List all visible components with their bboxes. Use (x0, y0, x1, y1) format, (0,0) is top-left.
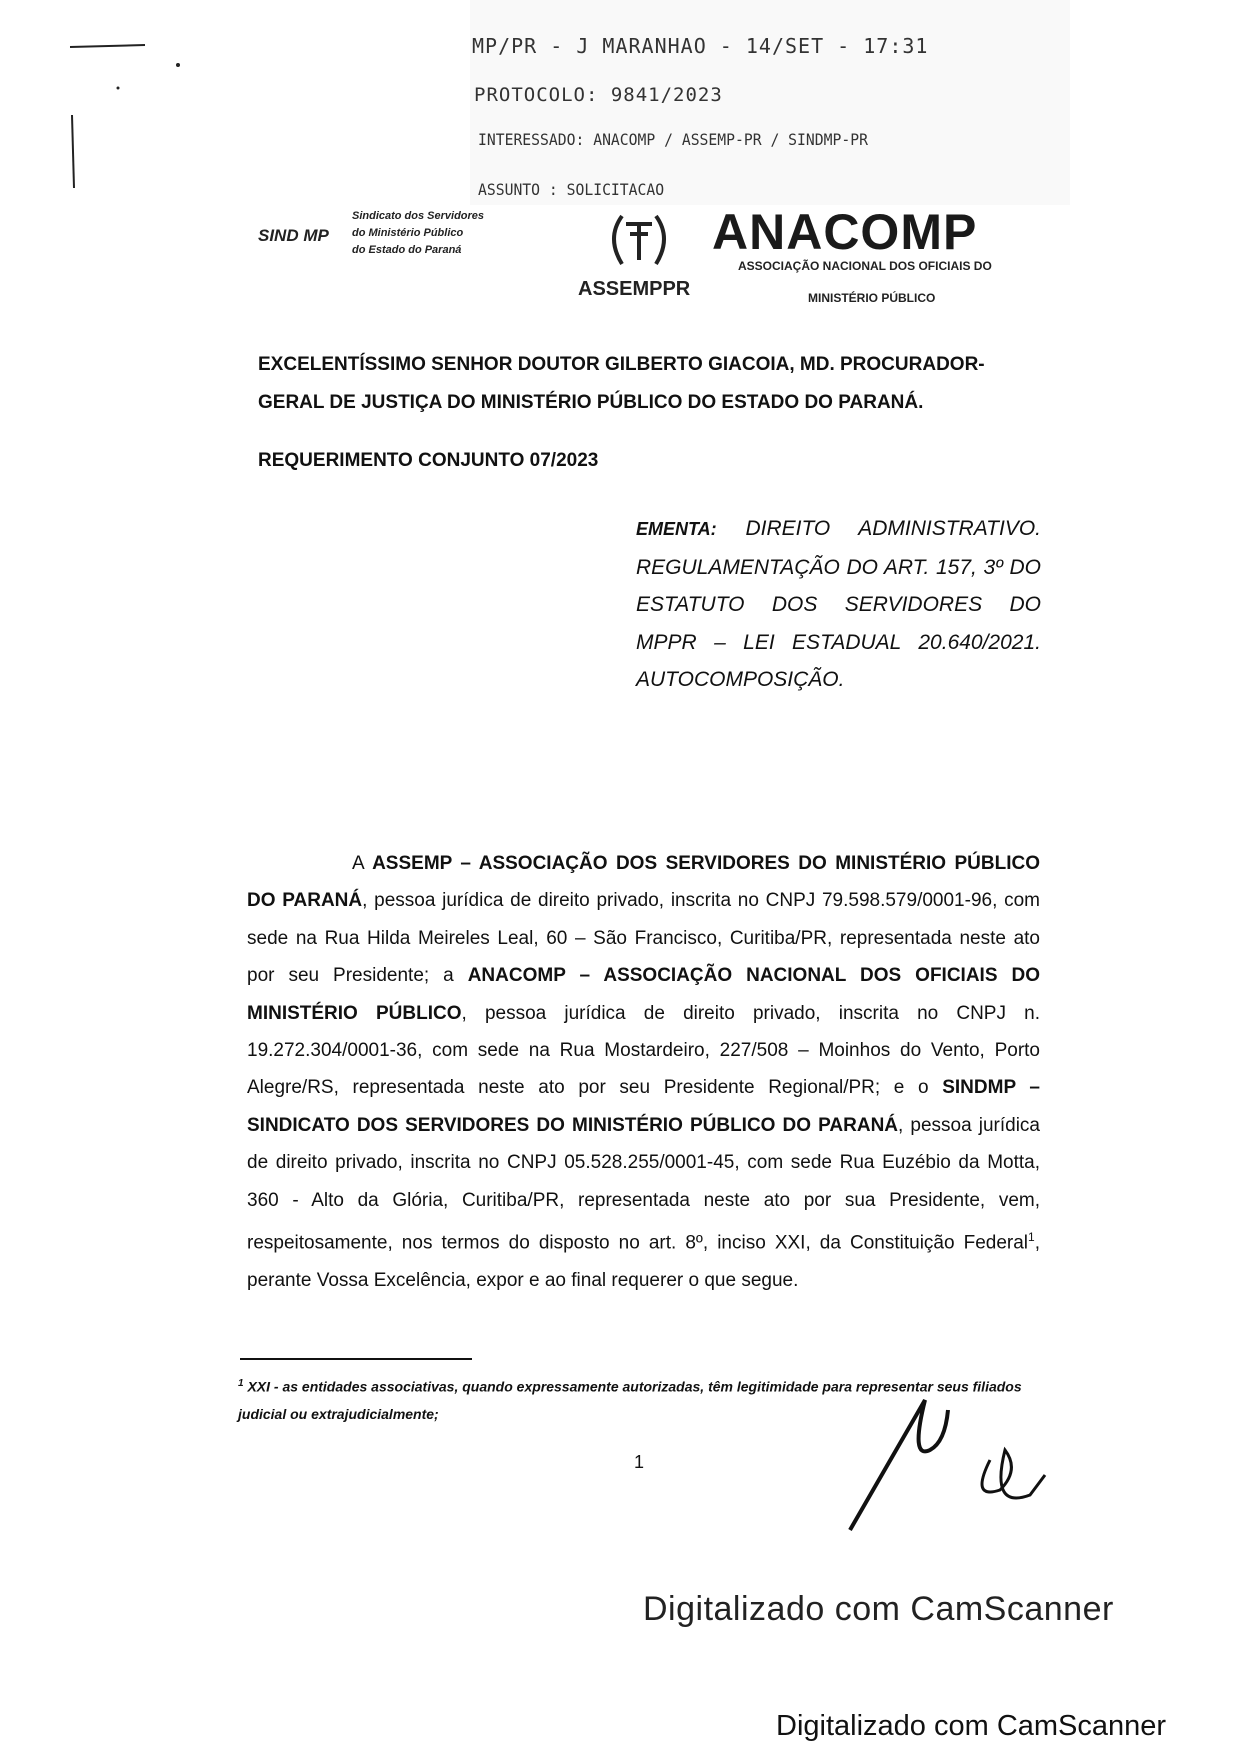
body-part-9: , perante Vossa Excelência, expor e ao final requerer o que segue. (247, 1232, 1040, 1291)
assemp-logo-name: ASSEMPPR (578, 278, 691, 300)
body-part-7: , pessoa jurídica de direito privado, inscrita no CNPJ 05.528.255/0001-45, com sede Rua Euzébio da Motta, 360 - Alto da Glória, Curitiba/PR, representada neste ato por sua Presidente, vem, respeitosamente, nos termos do disposto no art. 8º, inciso XXI, da Constituição Federal (247, 1114, 1040, 1254)
page-number: 1 (634, 1452, 645, 1472)
body-part-5: , pessoa jurídica de direito privado, inscrita no CNPJ n. 19.272.304/0001-36, com sede na Rua Mostardeiro, 227/508 – Moinhos do Vento, Porto Alegre/RS, representada neste ato por seu Presidente Regional/PR; e o (247, 1002, 1040, 1099)
addressee-line-1: EXCELENTÍSSIMO SENHOR DOUTOR GILBERTO GIACOIA, MD. PROCURADOR- (258, 354, 985, 375)
body-paragraph (247, 845, 1040, 1299)
stamp-line-protocol: PROTOCOLO: 9841/2023 (474, 84, 723, 106)
ementa-label: EMENTA: (636, 519, 717, 539)
anacomp-subtitle-1: ASSOCIAÇÃO NACIONAL DOS OFICIAIS DO (738, 259, 992, 273)
scan-marks (0, 0, 200, 200)
assemp-emblem-icon (604, 210, 674, 270)
anacomp-subtitle-2: MINISTÉRIO PÚBLICO (808, 291, 936, 305)
assemp-full-name: ASSEMP – ASSOCIAÇÃO DOS SERVIDORES DO MINISTÉRIO PÚBLICO DO PARANÁ (247, 853, 1041, 912)
sindmp-logo: SIND MP (258, 226, 329, 245)
stamp-line-subject: ASSUNTO : SOLICITACAO (478, 180, 665, 199)
footnote-text: XXI - as entidades associativas, quando expressamente autorizadas, têm legitimidade para representar seus filiados judicial ou extrajudicialmente; (238, 1378, 1022, 1422)
sindmp-name: Sindicato dos Servidores do Ministério Público do Estado do Paraná (352, 210, 485, 256)
body-part-3: , pessoa jurídica de direito privado, inscrita no CNPJ 79.598.579/0001-96, com sede na Rua Hilda Meireles Leal, 60 – São Francisco, Curitiba/PR, representada neste ato por seu Presidente; a (247, 890, 1040, 987)
request-title: REQUERIMENTO CONJUNTO 07/2023 (258, 450, 599, 471)
camscanner-watermark: Digitalizado com CamScanner (643, 1590, 1114, 1628)
camscanner-footer: Digitalizado com CamScanner (776, 1710, 1167, 1742)
body-part-1: A (352, 853, 373, 874)
sindmp-full-name: SINDMP – SINDICATO DOS SERVIDORES DO MINISTÉRIO PÚBLICO DO PARANÁ (247, 1077, 1040, 1136)
addressee-line-2: GERAL DE JUSTIÇA DO MINISTÉRIO PÚBLICO DO ESTADO DO PARANÁ. (258, 392, 924, 413)
footnote-marker: 1 (238, 1378, 244, 1389)
anacomp-logo-name: ANACOMP (712, 204, 978, 260)
anacomp-full-name: ANACOMP – ASSOCIAÇÃO NACIONAL DOS OFICIAIS DO MINISTÉRIO PÚBLICO (247, 965, 1040, 1024)
signatures (830, 1390, 1060, 1540)
footnote-divider (240, 1358, 472, 1360)
ementa-block (636, 510, 1041, 699)
stamp-line-interested: INTERESSADO: ANACOMP / ASSEMP-PR / SINDMP-PR (478, 130, 868, 149)
ementa-text: DIREITO ADMINISTRATIVO. REGULAMENTAÇÃO DO ART. 157, 3º DO ESTATUTO DOS SERVIDORES DO MPPR – LEI ESTADUAL 20.640/2021. AUTOCOMPOSIÇÃO. (636, 517, 1041, 691)
footnote-reference: 1 (1028, 1230, 1035, 1245)
stamp-line-origin: MP/PR - J MARANHAO - 14/SET - 17:31 (472, 34, 929, 58)
